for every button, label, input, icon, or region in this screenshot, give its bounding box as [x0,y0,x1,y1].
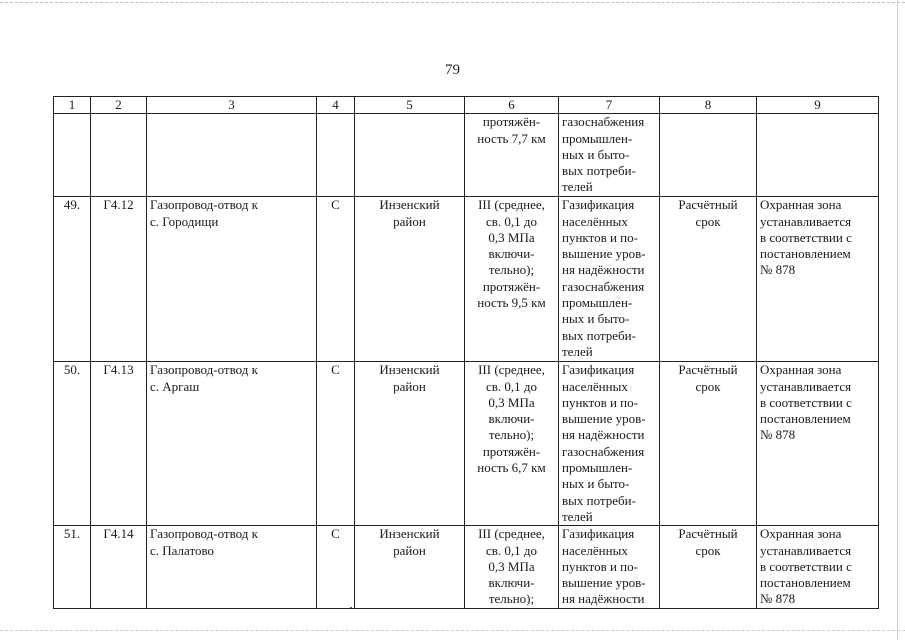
column-header: 1 [54,97,91,114]
column-header: 5 [355,97,465,114]
column-header: 8 [660,97,757,114]
purpose-cell: Газификация населённых пунктов и по- вышение уров- ня надёжности [559,526,660,608]
row-number: 51. [54,526,91,608]
gas-pipeline-table [53,96,879,609]
scan-edge-right [897,0,898,640]
scan-edge-bottom [0,630,905,631]
object-name: Газопровод-отвод к с. Палатово [147,526,317,608]
page-number: 79 [445,62,460,78]
notes-cell: Охранная зона устанавливается в соответствии с постановлением № 878 [757,197,879,362]
notes-cell: Охранная зона устанавливается в соответствии с постановлением № 878 [757,526,879,608]
column-header: 6 [465,97,559,114]
column-header: 3 [147,97,317,114]
object-code: Г4.14 [91,526,147,608]
table-header-row [54,97,879,114]
purpose-cell: Газификация населённых пунктов и по- вышение уров- ня надёжности газоснабжения промышлен- ных и быто- вых потреби- телей [559,197,660,362]
term-cell: Расчётный срок [660,362,757,526]
object-code: Г4.12 [91,197,147,362]
location-cell: Инзенский район [355,197,465,362]
params-cell: III (среднее, св. 0,1 до 0,3 МПа включи- тельно); протяжён- ность 9,5 км [465,197,559,362]
column-header: 7 [559,97,660,114]
object-name: Газопровод-отвод к с. Аргаш [147,362,317,526]
table-row [54,362,879,526]
params-cell: III (среднее, св. 0,1 до 0,3 МПа включи- тельно); протяжён- ность 6,7 км [465,362,559,526]
term-cell: Расчётный срок [660,197,757,362]
notes-cell: Охранная зона устанавливается в соответствии с постановлением № 878 [757,362,879,526]
column-header: 9 [757,97,879,114]
table-row [54,526,879,608]
table-row [54,197,879,362]
table-row-continuation [54,114,879,197]
object-code: Г4.13 [91,362,147,526]
term-cell: Расчётный срок [660,526,757,608]
purpose-cell: Газификация населённых пунктов и по- вышение уров- ня надёжности газоснабжения промышлен- ных и быто- вых потреби- телей [559,362,660,526]
purpose-cell: газоснабжения промышлен- ных и быто- вых потреби- телей [559,114,660,197]
row-number: 49. [54,197,91,362]
status-cell: С [317,362,355,526]
object-name: Газопровод-отвод к с. Городищи [147,197,317,362]
row-number: 50. [54,362,91,526]
scan-edge-top [0,2,905,3]
params-cell: протяжён- ность 7,7 км [465,114,559,197]
status-cell: С [317,526,355,608]
location-cell: Инзенский район [355,526,465,608]
params-cell: III (среднее, св. 0,1 до 0,3 МПа включи- тельно); [465,526,559,608]
column-header: 4 [317,97,355,114]
status-cell: С [317,197,355,362]
location-cell: Инзенский район [355,362,465,526]
column-header: 2 [91,97,147,114]
